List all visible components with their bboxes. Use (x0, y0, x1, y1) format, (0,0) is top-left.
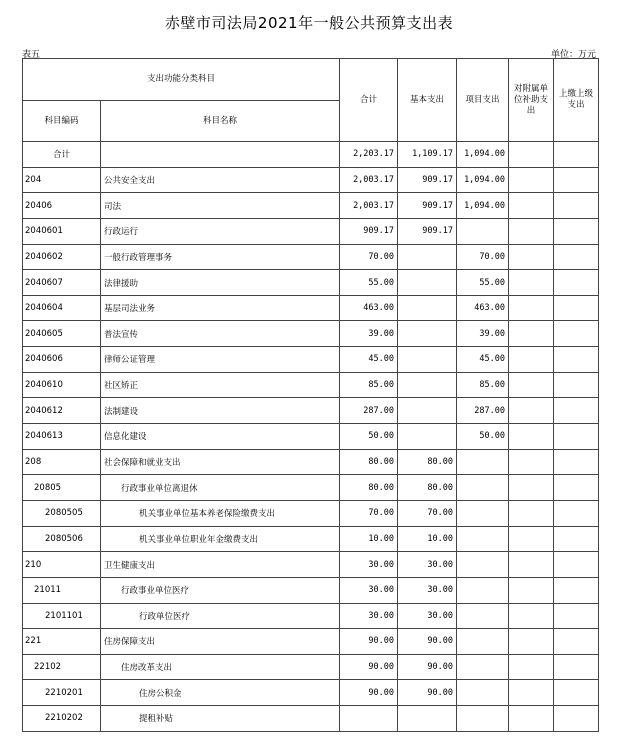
header-pay-to-superior: 上缴上级支出 (554, 59, 599, 142)
cell-name: 一般行政管理事务 (101, 244, 340, 270)
cell-name: 社会保障和就业支出 (101, 449, 340, 475)
cell-pay-to-superior (554, 629, 599, 655)
cell-pay-to-superior (554, 398, 599, 424)
table-row (23, 244, 599, 270)
cell-subsidy-to-affiliates (509, 552, 554, 578)
table-row (23, 218, 599, 244)
cell-total: 50.00 (340, 424, 398, 450)
cell-subsidy-to-affiliates (509, 270, 554, 296)
cell-code: 2040604 (23, 295, 101, 321)
cell-code: 2040607 (23, 270, 101, 296)
cell-code: 221 (23, 629, 101, 655)
cell-basic: 30.00 (398, 552, 457, 578)
cell-total: 70.00 (340, 500, 398, 526)
table-row (23, 295, 599, 321)
cell-name: 基层司法业务 (101, 295, 340, 321)
cell-basic: 1,109.17 (398, 142, 457, 168)
cell-project (457, 603, 509, 629)
cell-project (457, 475, 509, 501)
cell-code: 2101101 (23, 603, 101, 629)
cell-project (457, 526, 509, 552)
cell-basic: 90.00 (398, 680, 457, 706)
cell-name: 普法宣传 (101, 321, 340, 347)
table-row (23, 321, 599, 347)
cell-code: 210 (23, 552, 101, 578)
cell-name: 信息化建设 (101, 424, 340, 450)
cell-subsidy-to-affiliates (509, 654, 554, 680)
cell-basic: 909.17 (398, 167, 457, 193)
cell-pay-to-superior (554, 577, 599, 603)
cell-subsidy-to-affiliates (509, 500, 554, 526)
cell-basic (398, 244, 457, 270)
cell-code: 22102 (23, 654, 101, 680)
cell-total: 45.00 (340, 347, 398, 373)
cell-subsidy-to-affiliates (509, 167, 554, 193)
cell-name: 社区矫正 (101, 372, 340, 398)
cell-pay-to-superior (554, 218, 599, 244)
cell-name: 行政事业单位离退休 (101, 475, 340, 501)
cell-name: 公共安全支出 (101, 167, 340, 193)
cell-basic (398, 372, 457, 398)
cell-basic (398, 347, 457, 373)
table-row (23, 526, 599, 552)
cell-pay-to-superior (554, 500, 599, 526)
cell-code: 20805 (23, 475, 101, 501)
cell-subsidy-to-affiliates (509, 706, 554, 732)
table-body (23, 142, 599, 732)
cell-total: 39.00 (340, 321, 398, 347)
cell-pay-to-superior (554, 270, 599, 296)
cell-subsidy-to-affiliates (509, 193, 554, 219)
cell-name: 机关事业单位基本养老保险缴费支出 (101, 500, 340, 526)
header-basic: 基本支出 (398, 59, 457, 142)
cell-pay-to-superior (554, 475, 599, 501)
table-row (23, 577, 599, 603)
cell-subsidy-to-affiliates (509, 218, 554, 244)
cell-name: 律师公证管理 (101, 347, 340, 373)
cell-basic (398, 424, 457, 450)
table-row (23, 500, 599, 526)
cell-project (457, 577, 509, 603)
cell-name: 住房改革支出 (101, 654, 340, 680)
cell-pay-to-superior (554, 347, 599, 373)
cell-basic: 70.00 (398, 500, 457, 526)
cell-total: 80.00 (340, 449, 398, 475)
cell-subsidy-to-affiliates (509, 629, 554, 655)
cell-subsidy-to-affiliates (509, 449, 554, 475)
cell-subsidy-to-affiliates (509, 321, 554, 347)
cell-project: 1,094.00 (457, 167, 509, 193)
budget-table (22, 58, 599, 732)
cell-pay-to-superior (554, 706, 599, 732)
cell-name: 卫生健康支出 (101, 552, 340, 578)
cell-code: 2040601 (23, 218, 101, 244)
page-title: 赤壁市司法局2021年一般公共预算支出表 (164, 14, 454, 32)
cell-project: 55.00 (457, 270, 509, 296)
table-row (23, 680, 599, 706)
cell-total: 463.00 (340, 295, 398, 321)
cell-pay-to-superior (554, 424, 599, 450)
cell-basic: 30.00 (398, 603, 457, 629)
cell-project (457, 552, 509, 578)
cell-name: 行政事业单位医疗 (101, 577, 340, 603)
cell-basic (398, 295, 457, 321)
cell-basic: 10.00 (398, 526, 457, 552)
cell-name: 住房公积金 (101, 680, 340, 706)
cell-code: 2040610 (23, 372, 101, 398)
cell-project: 287.00 (457, 398, 509, 424)
cell-subsidy-to-affiliates (509, 398, 554, 424)
unit-label: 单位：万元 (550, 50, 596, 60)
header-functional-category: 支出功能分类科目 (23, 59, 340, 101)
cell-project: 45.00 (457, 347, 509, 373)
cell-subsidy-to-affiliates (509, 424, 554, 450)
header-subsidy-to-affiliates: 对附属单位补助支出 (509, 59, 554, 142)
cell-project (457, 629, 509, 655)
header-total: 合计 (340, 59, 398, 142)
cell-project (457, 218, 509, 244)
table-row (23, 142, 599, 168)
cell-name: 住房保障支出 (101, 629, 340, 655)
cell-total: 80.00 (340, 475, 398, 501)
cell-code: 2040613 (23, 424, 101, 450)
cell-subsidy-to-affiliates (509, 577, 554, 603)
cell-project (457, 680, 509, 706)
cell-total: 30.00 (340, 552, 398, 578)
cell-pay-to-superior (554, 680, 599, 706)
cell-code: 208 (23, 449, 101, 475)
cell-pay-to-superior (554, 449, 599, 475)
header-project: 项目支出 (457, 59, 509, 142)
cell-name: 司法 (101, 193, 340, 219)
cell-project: 1,094.00 (457, 193, 509, 219)
table-row (23, 167, 599, 193)
cell-total: 70.00 (340, 244, 398, 270)
cell-name: 行政运行 (101, 218, 340, 244)
cell-subsidy-to-affiliates (509, 526, 554, 552)
cell-subsidy-to-affiliates (509, 475, 554, 501)
cell-pay-to-superior (554, 552, 599, 578)
cell-name: 法制建设 (101, 398, 340, 424)
cell-project: 85.00 (457, 372, 509, 398)
cell-code: 2210202 (23, 706, 101, 732)
cell-basic (398, 706, 457, 732)
cell-code: 2210201 (23, 680, 101, 706)
cell-total: 10.00 (340, 526, 398, 552)
cell-project (457, 500, 509, 526)
table-number: 表五 (22, 50, 41, 60)
cell-project (457, 706, 509, 732)
cell-total: 30.00 (340, 577, 398, 603)
cell-pay-to-superior (554, 321, 599, 347)
cell-basic: 90.00 (398, 654, 457, 680)
cell-total: 55.00 (340, 270, 398, 296)
header-name: 科目名称 (101, 101, 340, 142)
cell-basic: 80.00 (398, 475, 457, 501)
cell-name: 机关事业单位职业年金缴费支出 (101, 526, 340, 552)
cell-subsidy-to-affiliates (509, 142, 554, 168)
cell-basic: 909.17 (398, 193, 457, 219)
cell-basic: 90.00 (398, 629, 457, 655)
table-row (23, 193, 599, 219)
cell-subsidy-to-affiliates (509, 372, 554, 398)
cell-name: 行政单位医疗 (101, 603, 340, 629)
table-row (23, 629, 599, 655)
table-row (23, 654, 599, 680)
cell-total: 2,203.17 (340, 142, 398, 168)
cell-name: 法律援助 (101, 270, 340, 296)
cell-pay-to-superior (554, 142, 599, 168)
cell-project: 39.00 (457, 321, 509, 347)
cell-project: 463.00 (457, 295, 509, 321)
cell-subsidy-to-affiliates (509, 244, 554, 270)
cell-name: 提租补贴 (101, 706, 340, 732)
cell-pay-to-superior (554, 244, 599, 270)
cell-total: 2,003.17 (340, 167, 398, 193)
cell-total: 90.00 (340, 629, 398, 655)
cell-basic (398, 321, 457, 347)
cell-code: 2040602 (23, 244, 101, 270)
cell-pay-to-superior (554, 167, 599, 193)
table-row (23, 706, 599, 732)
cell-code: 2040605 (23, 321, 101, 347)
cell-total: 85.00 (340, 372, 398, 398)
cell-subsidy-to-affiliates (509, 603, 554, 629)
table-row (23, 603, 599, 629)
cell-total: 909.17 (340, 218, 398, 244)
cell-total: 2,003.17 (340, 193, 398, 219)
cell-code: 2080506 (23, 526, 101, 552)
cell-code: 204 (23, 167, 101, 193)
cell-pay-to-superior (554, 603, 599, 629)
cell-pay-to-superior (554, 372, 599, 398)
cell-pay-to-superior (554, 295, 599, 321)
cell-basic: 30.00 (398, 577, 457, 603)
cell-total: 30.00 (340, 603, 398, 629)
cell-basic: 909.17 (398, 218, 457, 244)
cell-project: 70.00 (457, 244, 509, 270)
table-row (23, 552, 599, 578)
header-code: 科目编码 (23, 101, 101, 142)
cell-subsidy-to-affiliates (509, 680, 554, 706)
cell-pay-to-superior (554, 654, 599, 680)
table-row (23, 424, 599, 450)
table-row (23, 449, 599, 475)
cell-basic (398, 398, 457, 424)
table-row (23, 372, 599, 398)
cell-code: 2040606 (23, 347, 101, 373)
cell-subsidy-to-affiliates (509, 347, 554, 373)
cell-basic (398, 270, 457, 296)
cell-project (457, 449, 509, 475)
cell-code: 合计 (23, 142, 101, 168)
cell-pay-to-superior (554, 526, 599, 552)
cell-total: 287.00 (340, 398, 398, 424)
cell-project: 50.00 (457, 424, 509, 450)
cell-total: 90.00 (340, 654, 398, 680)
cell-subsidy-to-affiliates (509, 295, 554, 321)
cell-code: 21011 (23, 577, 101, 603)
table-row (23, 398, 599, 424)
table-row (23, 347, 599, 373)
cell-project (457, 654, 509, 680)
cell-code: 2080505 (23, 500, 101, 526)
cell-total (340, 706, 398, 732)
cell-name (101, 142, 340, 168)
cell-pay-to-superior (554, 193, 599, 219)
cell-project: 1,094.00 (457, 142, 509, 168)
cell-total: 90.00 (340, 680, 398, 706)
table-row (23, 270, 599, 296)
cell-code: 20406 (23, 193, 101, 219)
cell-code: 2040612 (23, 398, 101, 424)
cell-basic: 80.00 (398, 449, 457, 475)
table-row (23, 475, 599, 501)
